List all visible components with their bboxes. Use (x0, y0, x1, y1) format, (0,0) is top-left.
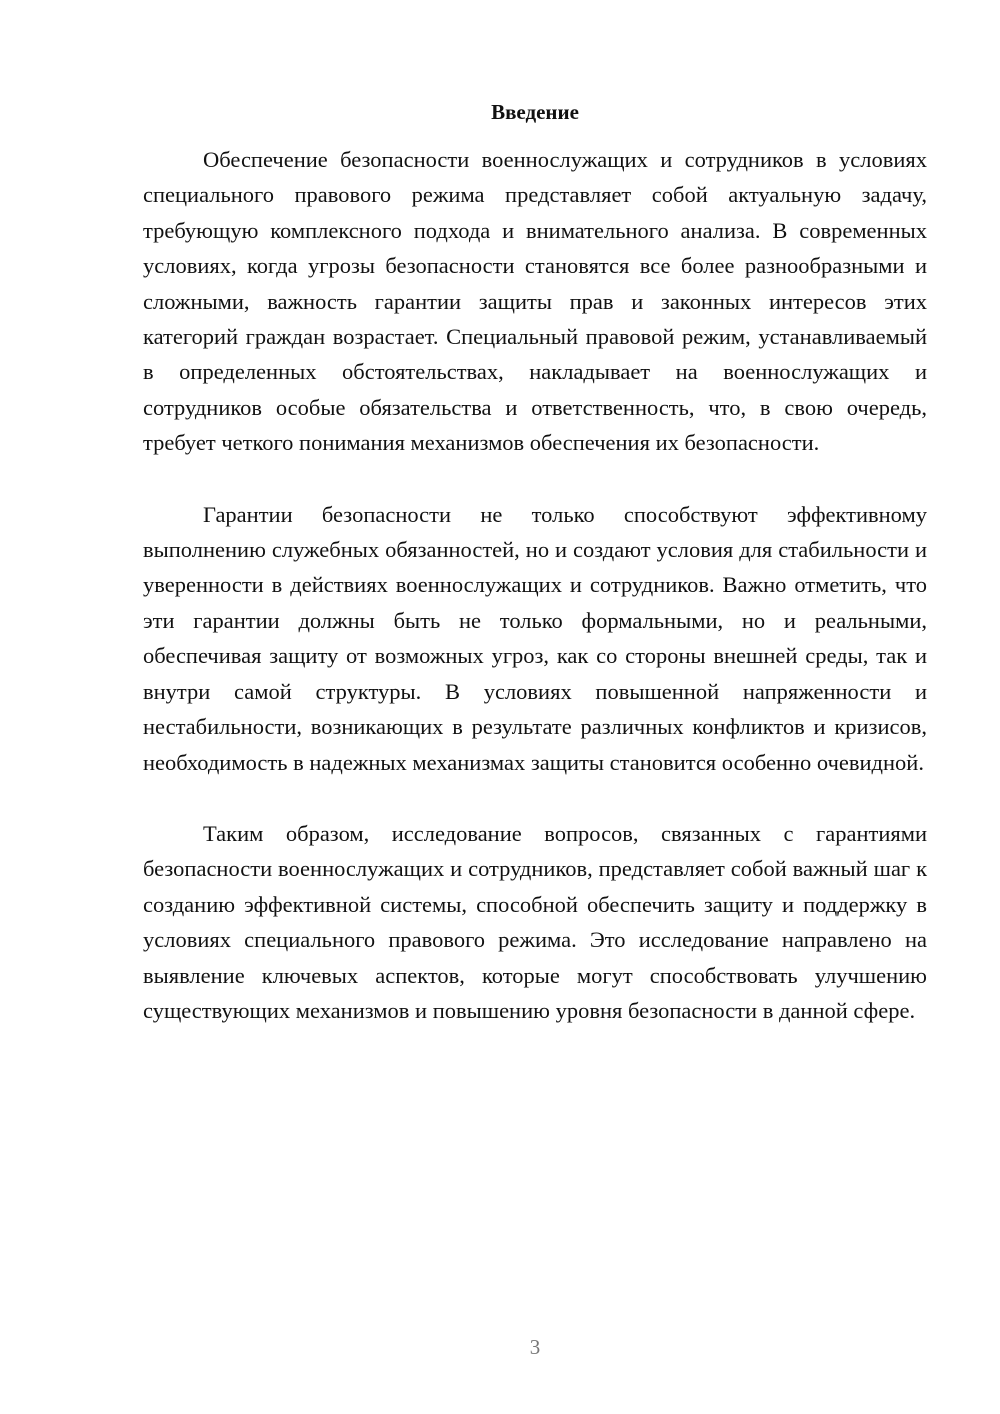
page-number: 3 (529, 1335, 541, 1359)
page-title: Введение (491, 100, 579, 124)
paragraph-2: Гарантии безопасности не только способствуют эффективному выполнению служебных обязанностей, но и создают условия для стабильности и уверенности в действиях военнослужащих и сотрудников. Важно отметить, что эти гарантии должны быть не только формальными, но и реальными, обеспечивая защиту от возможных угроз, как со стороны внешней среды, так и внутри самой структуры. В условиях повышенной напряженности и нестабильности, возникающих в результате различных конфликтов и кризисов, необходимость в надежных механизмах защиты становится особенно очевидной. (143, 501, 927, 775)
body-text (143, 142, 927, 1064)
paragraph-3: Таким образом, исследование вопросов, связанных с гарантиями безопасности военнослужащих и сотрудников, представляет собой важный шаг к созданию эффективной системы, способной обеспечить защиту и поддержку в условиях специального правового режима. Это исследование направлено на выявление ключевых аспектов, которые могут способствовать улучшению существующих механизмов и повышению уровня безопасности в данной сфере. (143, 820, 927, 1023)
paragraph-1: Обеспечение безопасности военнослужащих и сотрудников в условиях специального правового режима представляет собой актуальную задачу, требующую комплексного подхода и внимательного анализа. В современных условиях, когда угрозы безопасности становятся все более разнообразными и сложными, важность гарантии защиты прав и законных интересов этих категорий граждан возрастает. Специальный правовой режим, устанавливаемый в определенных обстоятельствах, накладывает на военнослужащих и сотрудников особые обязательства и ответственность, что, в свою очередь, требует четкого понимания механизмов обеспечения их безопасности. (143, 147, 927, 456)
